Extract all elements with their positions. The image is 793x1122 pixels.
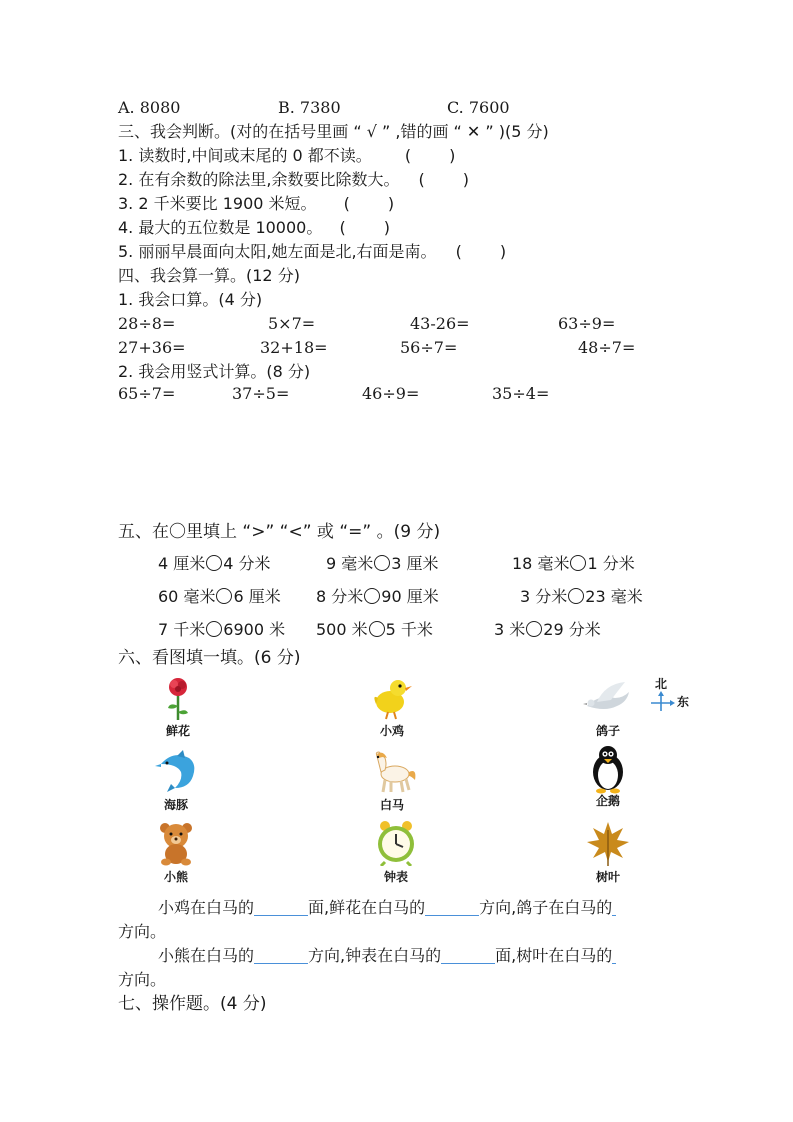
compare-item: 8 分米 90 厘米 <box>316 587 439 606</box>
oral-calc: 63÷9= <box>558 314 616 333</box>
oral-calc: 56÷7= <box>400 338 458 357</box>
section-4-title: 四、我会算一算。(12 分) <box>118 266 300 285</box>
section-3-title: 三、我会判断。(对的在括号里画 “ √ ” ,错的画 “ ✕ ” )(5 分) <box>118 122 549 141</box>
answer-paren[interactable]: ( ) <box>343 194 395 213</box>
dove-icon <box>581 676 635 720</box>
penguin-icon <box>585 744 631 794</box>
option-a: A. 8080 <box>118 98 181 117</box>
picture-label: 白马 <box>379 798 404 812</box>
answer-circle[interactable] <box>374 555 390 571</box>
compass-north-label: 北 <box>655 677 668 691</box>
answer-paren[interactable]: ( ) <box>404 146 456 165</box>
answer-circle[interactable] <box>206 555 222 571</box>
answer-circle[interactable] <box>568 588 584 604</box>
answer-blank[interactable] <box>254 947 308 964</box>
option-c: C. 7600 <box>447 98 510 117</box>
section-7-title: 七、操作题。(4 分) <box>118 994 267 1014</box>
horse-icon <box>365 748 419 794</box>
fill-question-1-end: 方向。 <box>118 922 167 941</box>
compare-item: 7 千米 6900 米 <box>158 620 286 639</box>
judge-item-3 <box>118 194 394 214</box>
compass-arrows-icon <box>647 689 677 719</box>
picture-label: 鲜花 <box>165 724 190 738</box>
bear-icon <box>153 820 199 866</box>
picture-clock <box>366 820 426 884</box>
picture-label: 鸽子 <box>595 724 620 738</box>
vertical-calc: 35÷4= <box>492 384 550 403</box>
fill-question-2: 小熊在白马的 方向,钟表在白马的 面,树叶在白马的 <box>158 946 616 966</box>
clock-icon <box>373 820 419 866</box>
compare-item: 3 米 29 分米 <box>494 620 601 639</box>
fill-question-1: 小鸡在白马的 面,鲜花在白马的 方向,鸽子在白马的 <box>158 898 616 918</box>
compare-item: 9 毫米 3 厘米 <box>326 554 439 573</box>
picture-label: 树叶 <box>595 870 620 884</box>
picture-horse <box>362 748 422 812</box>
picture-label: 企鹅 <box>595 794 620 808</box>
judge-text: 3. 2 千米要比 1900 米短。 <box>118 194 317 213</box>
answer-blank[interactable] <box>612 899 616 916</box>
compare-item: 18 毫米 1 分米 <box>512 554 635 573</box>
oral-calc: 28÷8= <box>118 314 176 333</box>
answer-blank[interactable] <box>425 899 479 916</box>
judge-text: 5. 丽丽早晨面向太阳,她左面是北,右面是南。 <box>118 242 437 261</box>
answer-circle[interactable] <box>570 555 586 571</box>
oral-calc: 5×7= <box>268 314 316 333</box>
oral-calc: 27+36= <box>118 338 186 357</box>
leaf-icon <box>585 820 631 866</box>
judge-item-5 <box>118 242 506 262</box>
judge-text: 4. 最大的五位数是 10000。 <box>118 218 323 237</box>
vertical-calc: 65÷7= <box>118 384 176 403</box>
answer-circle[interactable] <box>216 588 232 604</box>
dolphin-icon <box>153 748 199 794</box>
section-5-title: 五、在〇里填上 “>” “<” 或 “=” 。(9 分) <box>118 522 441 542</box>
picture-label: 海豚 <box>163 798 188 812</box>
picture-label: 钟表 <box>383 870 408 884</box>
answer-blank[interactable] <box>441 947 495 964</box>
answer-paren[interactable]: ( ) <box>418 170 470 189</box>
oral-calc: 48÷7= <box>578 338 636 357</box>
judge-text: 1. 读数时,中间或末尾的 0 都不读。 <box>118 146 372 165</box>
oral-calc: 43-26= <box>410 314 470 333</box>
section-4-sub2: 2. 我会用竖式计算。(8 分) <box>118 362 311 381</box>
compare-item: 60 毫米 6 厘米 <box>158 587 281 606</box>
picture-chick <box>362 676 422 738</box>
section-4-sub1: 1. 我会口算。(4 分) <box>118 290 263 309</box>
compare-item: 4 厘米 4 分米 <box>158 554 271 573</box>
answer-blank[interactable] <box>254 899 308 916</box>
answer-circle[interactable] <box>364 588 380 604</box>
vertical-calc: 37÷5= <box>232 384 290 403</box>
section-6-title: 六、看图填一填。(6 分) <box>118 648 301 668</box>
answer-paren[interactable]: ( ) <box>455 242 507 261</box>
compass-east-label: 东 <box>677 695 690 709</box>
answer-blank[interactable] <box>612 947 616 964</box>
oral-calc: 32+18= <box>260 338 328 357</box>
vertical-calc: 46÷9= <box>362 384 420 403</box>
answer-paren[interactable]: ( ) <box>339 218 390 237</box>
picture-penguin <box>578 744 638 808</box>
compare-item: 3 分米 23 毫米 <box>520 587 643 606</box>
answer-circle[interactable] <box>526 621 542 637</box>
compare-item: 500 米 5 千米 <box>316 620 433 639</box>
judge-text: 2. 在有余数的除法里,余数要比除数大。 <box>118 170 400 189</box>
fill-question-2-end: 方向。 <box>118 970 167 989</box>
picture-flower <box>148 676 208 738</box>
judge-item-2 <box>118 170 469 190</box>
answer-circle[interactable] <box>369 621 385 637</box>
compass <box>645 675 695 715</box>
judge-item-1 <box>118 146 455 166</box>
picture-dolphin <box>146 748 206 812</box>
option-b: B. 7380 <box>278 98 341 117</box>
judge-item-4 <box>118 218 390 238</box>
flower-icon <box>158 676 198 720</box>
chick-icon <box>368 676 416 720</box>
picture-label: 小熊 <box>163 870 188 884</box>
picture-dove <box>578 676 638 738</box>
picture-label: 小鸡 <box>379 724 404 738</box>
picture-leaf <box>578 820 638 884</box>
picture-bear <box>146 820 206 884</box>
answer-circle[interactable] <box>206 621 222 637</box>
